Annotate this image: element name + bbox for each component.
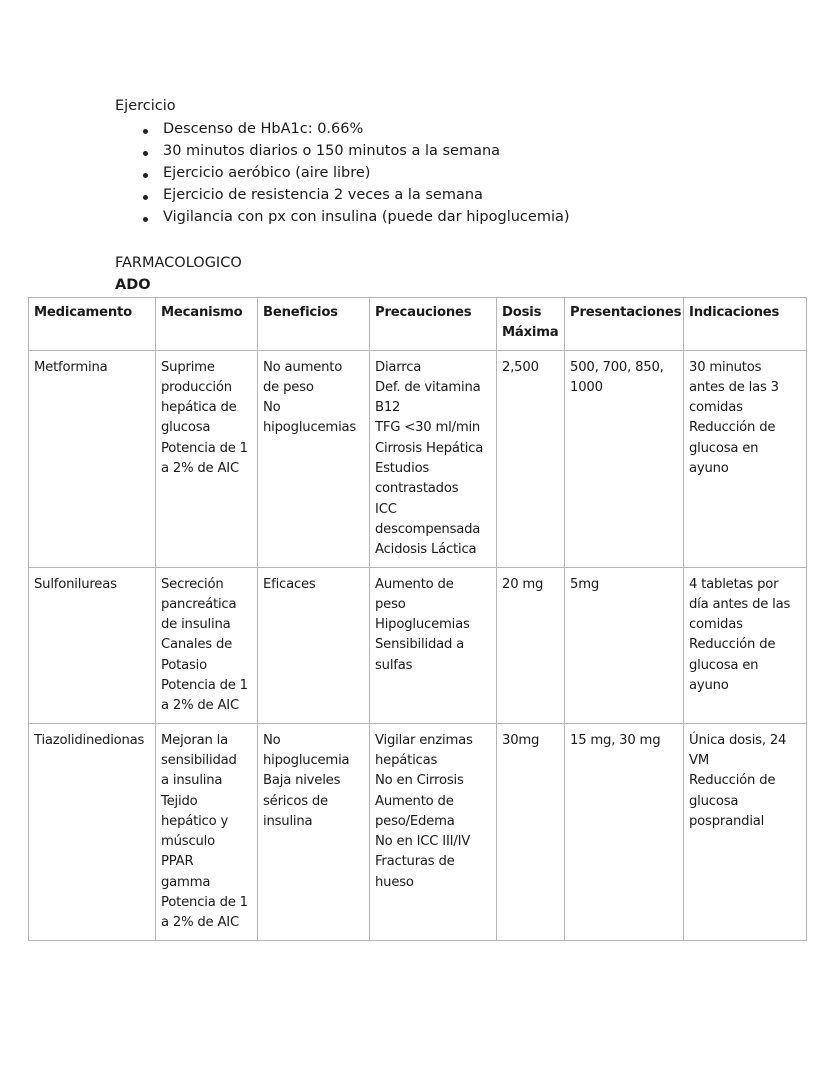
cell-presentaciones [565, 567, 684, 723]
cell-beneficios [258, 567, 370, 723]
cell-indicaciones [684, 350, 807, 567]
cell-line: Metformina [34, 359, 108, 375]
cell-line: posprandial [689, 813, 765, 829]
cell-line: Medicamento [34, 305, 132, 320]
cell-line: hueso [375, 874, 414, 890]
pharma-title: FARMACOLOGICO [115, 255, 242, 271]
cell-line: comidas [689, 617, 743, 633]
cell-line: 4 tabletas por [689, 576, 779, 592]
cell-medicamento [29, 567, 156, 723]
cell-indicaciones [684, 723, 807, 940]
exercise-bullet: Ejercicio aeróbico (aire libre) [163, 165, 371, 181]
cell-line: glucosa [161, 420, 211, 436]
cell-presentaciones [565, 350, 684, 567]
cell-line: 30 minutos [689, 359, 762, 375]
cell-line: hipoglucemia [263, 752, 350, 768]
cell-medicamento [29, 350, 156, 567]
cell-mecanismo [156, 567, 258, 723]
cell-mecanismo [156, 350, 258, 567]
cell-line: No [263, 732, 281, 748]
cell-line: Aumento de [375, 793, 454, 809]
cell-line: 1000 [570, 379, 603, 395]
cell-dosis-maxima [497, 723, 565, 940]
cell-line: peso/Edema [375, 813, 455, 829]
header-indicaciones [684, 298, 807, 351]
header-beneficios [258, 298, 370, 351]
cell-line: Vigilar enzimas [375, 732, 473, 748]
cell-line: Estudios [375, 461, 430, 477]
bullet-icon [143, 195, 148, 200]
header-precauciones [370, 298, 497, 351]
cell-line: a 2% de AIC [161, 698, 239, 714]
cell-line: Presentaciones [570, 305, 682, 320]
cell-line: glucosa [689, 793, 739, 809]
bullet-icon [143, 217, 148, 222]
cell-line: peso [375, 596, 406, 612]
cell-line: músculo [161, 834, 216, 850]
cell-line: insulina [263, 813, 313, 829]
cell-line: ayuno [689, 461, 729, 477]
cell-line: PPAR [161, 854, 194, 870]
cell-line: hepática de [161, 400, 237, 416]
ado-subtitle: ADO [115, 277, 151, 293]
cell-line: Única dosis, 24 [689, 732, 787, 748]
cell-line: antes de las 3 [689, 379, 779, 395]
cell-line: Sulfonilureas [34, 576, 117, 592]
cell-line: producción [161, 379, 232, 395]
cell-line: Reducción de [689, 420, 776, 436]
cell-line: Máxima [502, 325, 559, 341]
cell-line: Aumento de [375, 576, 454, 592]
cell-line: Dosis [502, 305, 542, 320]
cell-precauciones [370, 350, 497, 567]
cell-line: de insulina [161, 617, 231, 633]
cell-line: No en Cirrosis [375, 773, 464, 789]
exercise-bullet: Ejercicio de resistencia 2 veces a la semana [163, 187, 483, 203]
exercise-bullet: Descenso de HbA1c: 0.66% [163, 121, 364, 137]
cell-line: pancreática [161, 596, 237, 612]
bullet-icon [143, 173, 148, 178]
cell-line: a 2% de AIC [161, 915, 239, 931]
cell-precauciones [370, 567, 497, 723]
bullet-icon [143, 129, 148, 134]
cell-line: Mecanismo [161, 305, 243, 320]
cell-line: Diarrca [375, 359, 422, 375]
cell-mecanismo [156, 723, 258, 940]
cell-precauciones [370, 723, 497, 940]
cell-line: 30mg [502, 732, 540, 748]
cell-line: Reducción de [689, 637, 776, 653]
cell-line: Secreción [161, 576, 224, 592]
cell-medicamento [29, 723, 156, 940]
cell-line: Precauciones [375, 305, 472, 320]
cell-line: hipoglucemias [263, 420, 357, 436]
table-header-row [29, 298, 807, 351]
cell-line: Potencia de 1 [161, 895, 248, 911]
table-row [29, 567, 807, 723]
cell-line: VM [689, 752, 709, 768]
cell-line: gamma [161, 874, 211, 890]
cell-line: No aumento [263, 359, 343, 375]
cell-line: Tiazolidinedionas [34, 732, 145, 748]
cell-line: hepático y [161, 813, 229, 829]
cell-line: 500, 700, 850, [570, 359, 664, 375]
cell-line: de peso [263, 379, 314, 395]
cell-presentaciones [565, 723, 684, 940]
cell-line: sensibilidad [161, 752, 237, 768]
table-row [29, 350, 807, 567]
cell-line: séricos de [263, 793, 328, 809]
cell-dosis-maxima [497, 350, 565, 567]
bullet-icon [143, 151, 148, 156]
cell-line: Cirrosis Hepática [375, 440, 484, 456]
cell-dosis-maxima [497, 567, 565, 723]
cell-line: 15 mg, 30 mg [570, 732, 661, 748]
header-presentaciones [565, 298, 684, 351]
cell-line: Mejoran la [161, 732, 229, 748]
cell-line: Hipoglucemias [375, 617, 470, 633]
cell-line: No [263, 400, 281, 416]
header-dosis-maxima [497, 298, 565, 351]
cell-line: comidas [689, 400, 743, 416]
cell-line: Eficaces [263, 576, 316, 592]
cell-line: 5mg [570, 576, 600, 592]
cell-line: Tejido [161, 793, 198, 809]
cell-line: Baja niveles [263, 773, 341, 789]
cell-line: Canales de [161, 637, 233, 653]
cell-line: a 2% de AIC [161, 461, 239, 477]
cell-line: glucosa en [689, 657, 759, 673]
cell-line: Beneficios [263, 305, 338, 320]
cell-line: TFG <30 ml/min [375, 420, 481, 436]
exercise-title: Ejercicio [115, 98, 176, 114]
cell-line: Suprime [161, 359, 215, 375]
cell-line: B12 [375, 400, 401, 416]
cell-line: Potencia de 1 [161, 678, 248, 694]
cell-line: Reducción de [689, 773, 776, 789]
cell-line: ICC [375, 501, 397, 517]
cell-line: sulfas [375, 657, 413, 673]
ado-table [28, 297, 807, 941]
table-row [29, 723, 807, 940]
cell-indicaciones [684, 567, 807, 723]
cell-line: hepáticas [375, 752, 438, 768]
cell-line: Indicaciones [689, 305, 780, 320]
header-mecanismo [156, 298, 258, 351]
cell-beneficios [258, 350, 370, 567]
cell-line: Fracturas de [375, 854, 455, 870]
cell-line: glucosa en [689, 440, 759, 456]
cell-beneficios [258, 723, 370, 940]
cell-line: contrastados [375, 481, 459, 497]
cell-line: Acidosis Láctica [375, 542, 477, 558]
exercise-bullet: Vigilancia con px con insulina (puede dar hipoglucemia) [163, 209, 570, 225]
cell-line: Sensibilidad a [375, 637, 465, 653]
header-medicamento [29, 298, 156, 351]
cell-line: 20 mg [502, 576, 544, 592]
cell-line: Potasio [161, 657, 208, 673]
cell-line: día antes de las [689, 596, 791, 612]
cell-line: 2,500 [502, 359, 539, 375]
cell-line: No en ICC III/IV [375, 834, 471, 850]
cell-line: Potencia de 1 [161, 440, 248, 456]
cell-line: descompensada [375, 521, 481, 537]
exercise-bullet: 30 minutos diarios o 150 minutos a la semana [163, 143, 501, 159]
cell-line: a insulina [161, 773, 223, 789]
cell-line: ayuno [689, 678, 729, 694]
cell-line: Def. de vitamina [375, 379, 481, 395]
